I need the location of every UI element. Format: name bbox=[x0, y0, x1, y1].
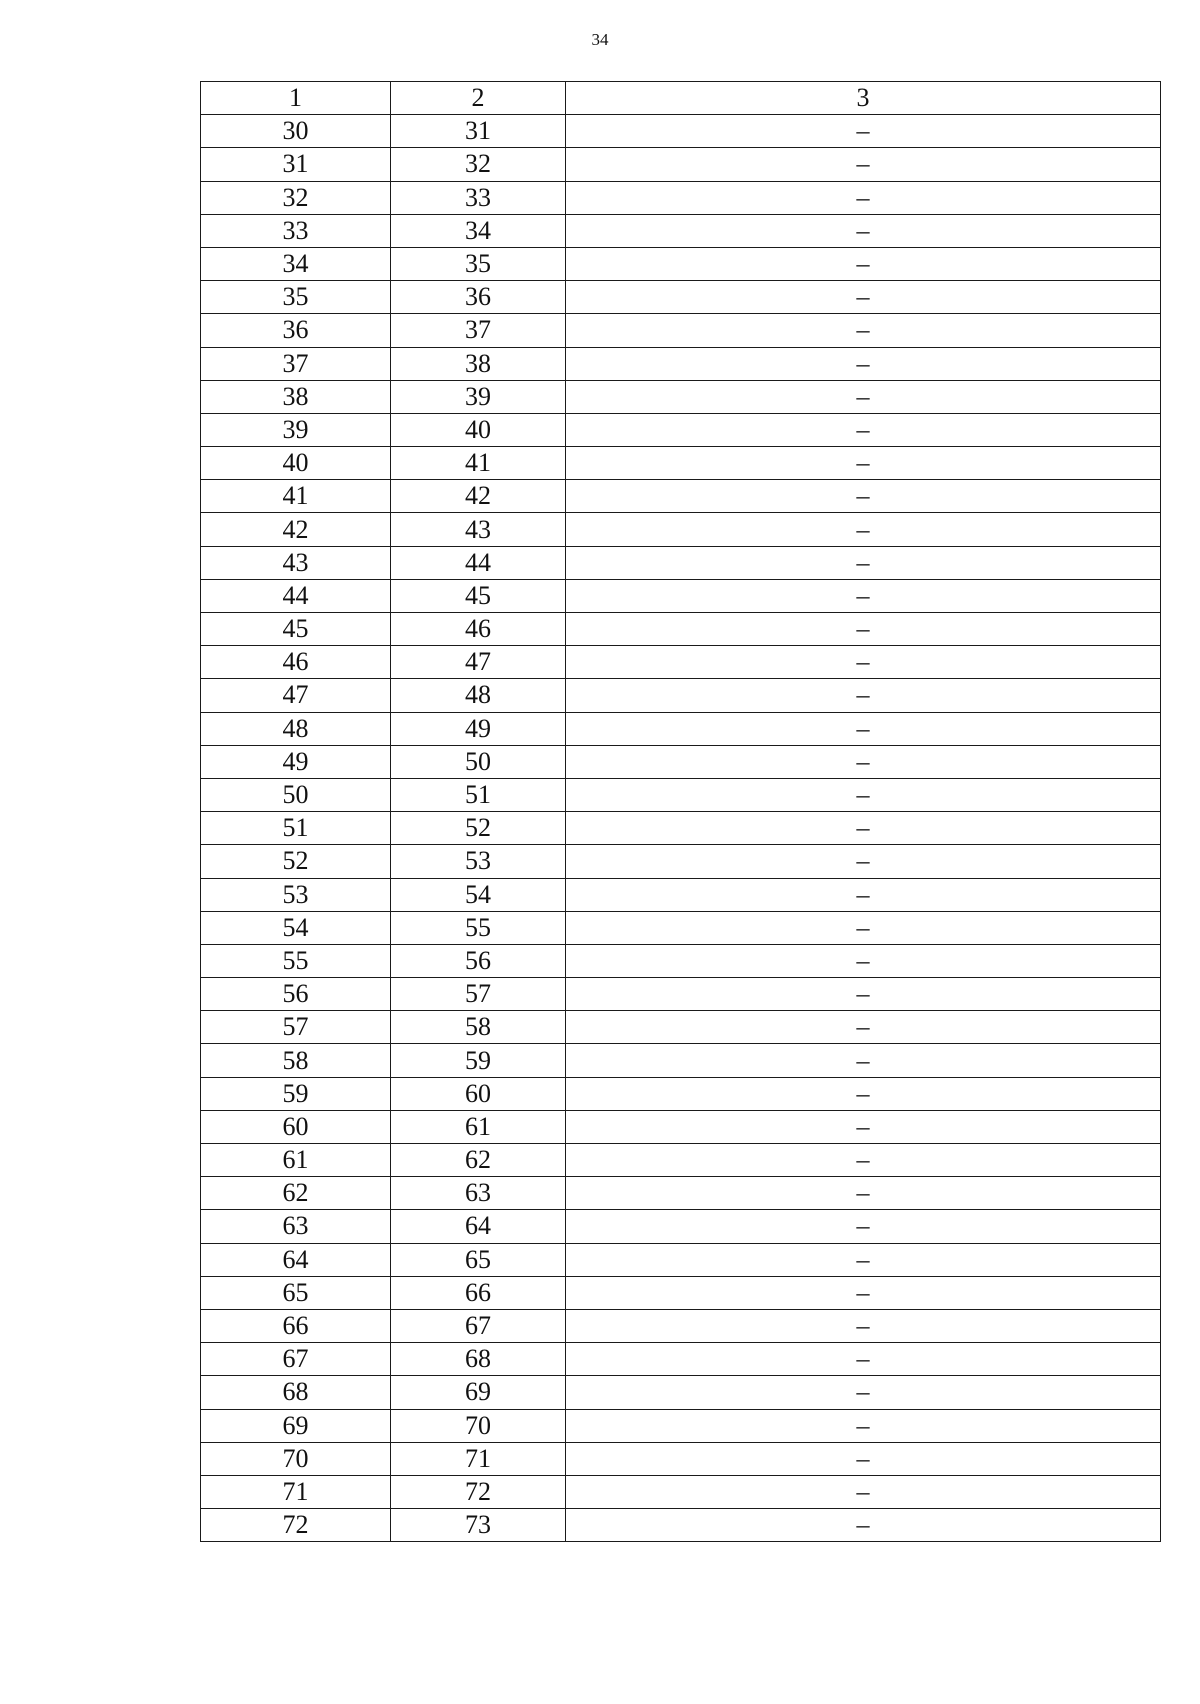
cell-col-3: – bbox=[566, 978, 1161, 1011]
cell-col-1: 62 bbox=[201, 1177, 391, 1210]
cell-col-3: – bbox=[566, 214, 1161, 247]
cell-col-2: 34 bbox=[391, 214, 566, 247]
cell-col-2: 66 bbox=[391, 1276, 566, 1309]
cell-col-3: – bbox=[566, 1343, 1161, 1376]
table-row bbox=[201, 646, 1161, 679]
cell-col-1: 71 bbox=[201, 1475, 391, 1508]
table-row bbox=[201, 1077, 1161, 1110]
cell-col-2: 42 bbox=[391, 480, 566, 513]
cell-col-3: – bbox=[566, 380, 1161, 413]
table-row bbox=[201, 1442, 1161, 1475]
table-body bbox=[201, 82, 1161, 1542]
cell-col-2: 49 bbox=[391, 712, 566, 745]
cell-col-1: 41 bbox=[201, 480, 391, 513]
cell-col-2: 44 bbox=[391, 546, 566, 579]
table-row bbox=[201, 1177, 1161, 1210]
table-row bbox=[201, 978, 1161, 1011]
cell-col-1: 57 bbox=[201, 1011, 391, 1044]
table-row bbox=[201, 1343, 1161, 1376]
cell-col-2: 41 bbox=[391, 447, 566, 480]
cell-col-3: – bbox=[566, 944, 1161, 977]
cell-col-1: 66 bbox=[201, 1309, 391, 1342]
table-row bbox=[201, 845, 1161, 878]
cell-col-3: – bbox=[566, 247, 1161, 280]
cell-col-3: – bbox=[566, 1243, 1161, 1276]
cell-col-2: 59 bbox=[391, 1044, 566, 1077]
cell-col-2: 40 bbox=[391, 413, 566, 446]
table-row bbox=[201, 1276, 1161, 1309]
cell-col-1: 61 bbox=[201, 1144, 391, 1177]
table-row bbox=[201, 778, 1161, 811]
cell-col-1: 68 bbox=[201, 1376, 391, 1409]
cell-col-3: – bbox=[566, 347, 1161, 380]
cell-col-2: 57 bbox=[391, 978, 566, 1011]
data-table bbox=[200, 81, 1161, 1542]
cell-col-3: – bbox=[566, 447, 1161, 480]
cell-col-1: 38 bbox=[201, 380, 391, 413]
cell-col-2: 65 bbox=[391, 1243, 566, 1276]
table-row bbox=[201, 314, 1161, 347]
cell-col-2: 70 bbox=[391, 1409, 566, 1442]
table-row bbox=[201, 546, 1161, 579]
cell-col-1: 45 bbox=[201, 613, 391, 646]
cell-col-2: 36 bbox=[391, 281, 566, 314]
table-row bbox=[201, 1409, 1161, 1442]
cell-col-1: 49 bbox=[201, 745, 391, 778]
cell-col-3: – bbox=[566, 1276, 1161, 1309]
cell-col-1: 40 bbox=[201, 447, 391, 480]
cell-col-1: 31 bbox=[201, 148, 391, 181]
cell-col-1: 30 bbox=[201, 115, 391, 148]
table-row bbox=[201, 181, 1161, 214]
cell-col-3: – bbox=[566, 513, 1161, 546]
cell-col-1: 36 bbox=[201, 314, 391, 347]
table-row bbox=[201, 480, 1161, 513]
cell-col-1: 50 bbox=[201, 778, 391, 811]
cell-col-3: – bbox=[566, 181, 1161, 214]
cell-col-3: – bbox=[566, 878, 1161, 911]
cell-col-3: – bbox=[566, 579, 1161, 612]
cell-col-1: 63 bbox=[201, 1210, 391, 1243]
cell-col-2: 35 bbox=[391, 247, 566, 280]
cell-col-1: 58 bbox=[201, 1044, 391, 1077]
table-row bbox=[201, 1144, 1161, 1177]
cell-col-3: – bbox=[566, 546, 1161, 579]
cell-col-3: – bbox=[566, 1210, 1161, 1243]
cell-col-3: – bbox=[566, 1442, 1161, 1475]
table-row bbox=[201, 115, 1161, 148]
cell-col-2: 53 bbox=[391, 845, 566, 878]
table-row bbox=[201, 513, 1161, 546]
cell-col-1: 39 bbox=[201, 413, 391, 446]
cell-col-3: – bbox=[566, 778, 1161, 811]
cell-col-1: 44 bbox=[201, 579, 391, 612]
cell-col-2: 47 bbox=[391, 646, 566, 679]
cell-col-1: 51 bbox=[201, 812, 391, 845]
cell-col-3: – bbox=[566, 1110, 1161, 1143]
cell-col-3: – bbox=[566, 413, 1161, 446]
cell-col-2: 31 bbox=[391, 115, 566, 148]
cell-col-2: 61 bbox=[391, 1110, 566, 1143]
table-row bbox=[201, 413, 1161, 446]
cell-col-2: 58 bbox=[391, 1011, 566, 1044]
cell-col-3: – bbox=[566, 1144, 1161, 1177]
cell-col-2: 68 bbox=[391, 1343, 566, 1376]
cell-col-1: 32 bbox=[201, 181, 391, 214]
column-header-1: 1 bbox=[201, 82, 391, 115]
cell-col-1: 65 bbox=[201, 1276, 391, 1309]
table-row bbox=[201, 679, 1161, 712]
cell-col-1: 69 bbox=[201, 1409, 391, 1442]
table-row bbox=[201, 1475, 1161, 1508]
cell-col-1: 48 bbox=[201, 712, 391, 745]
cell-col-2: 38 bbox=[391, 347, 566, 380]
cell-col-2: 62 bbox=[391, 1144, 566, 1177]
page-number: 34 bbox=[591, 30, 609, 49]
table-row bbox=[201, 911, 1161, 944]
cell-col-2: 52 bbox=[391, 812, 566, 845]
cell-col-2: 45 bbox=[391, 579, 566, 612]
table-row bbox=[201, 1011, 1161, 1044]
cell-col-2: 55 bbox=[391, 911, 566, 944]
cell-col-3: – bbox=[566, 712, 1161, 745]
cell-col-1: 70 bbox=[201, 1442, 391, 1475]
cell-col-1: 56 bbox=[201, 978, 391, 1011]
cell-col-2: 39 bbox=[391, 380, 566, 413]
cell-col-3: – bbox=[566, 1509, 1161, 1542]
table-row bbox=[201, 380, 1161, 413]
cell-col-1: 55 bbox=[201, 944, 391, 977]
table-row bbox=[201, 1243, 1161, 1276]
cell-col-3: – bbox=[566, 1376, 1161, 1409]
cell-col-3: – bbox=[566, 1077, 1161, 1110]
cell-col-2: 71 bbox=[391, 1442, 566, 1475]
table-row bbox=[201, 281, 1161, 314]
table-row bbox=[201, 1376, 1161, 1409]
cell-col-3: – bbox=[566, 1309, 1161, 1342]
cell-col-2: 60 bbox=[391, 1077, 566, 1110]
table-row bbox=[201, 1044, 1161, 1077]
cell-col-3: – bbox=[566, 845, 1161, 878]
table-row bbox=[201, 447, 1161, 480]
cell-col-1: 60 bbox=[201, 1110, 391, 1143]
cell-col-1: 43 bbox=[201, 546, 391, 579]
table-row bbox=[201, 247, 1161, 280]
cell-col-1: 52 bbox=[201, 845, 391, 878]
cell-col-2: 50 bbox=[391, 745, 566, 778]
table-row bbox=[201, 1110, 1161, 1143]
cell-col-2: 67 bbox=[391, 1309, 566, 1342]
cell-col-3: – bbox=[566, 281, 1161, 314]
table-row bbox=[201, 214, 1161, 247]
cell-col-3: – bbox=[566, 115, 1161, 148]
cell-col-2: 54 bbox=[391, 878, 566, 911]
cell-col-3: – bbox=[566, 1177, 1161, 1210]
cell-col-3: – bbox=[566, 1475, 1161, 1508]
cell-col-1: 42 bbox=[201, 513, 391, 546]
cell-col-2: 69 bbox=[391, 1376, 566, 1409]
cell-col-1: 47 bbox=[201, 679, 391, 712]
cell-col-3: – bbox=[566, 812, 1161, 845]
table-row bbox=[201, 148, 1161, 181]
cell-col-1: 37 bbox=[201, 347, 391, 380]
table-row bbox=[201, 613, 1161, 646]
cell-col-3: – bbox=[566, 646, 1161, 679]
table-row bbox=[201, 579, 1161, 612]
cell-col-3: – bbox=[566, 613, 1161, 646]
cell-col-2: 64 bbox=[391, 1210, 566, 1243]
cell-col-1: 46 bbox=[201, 646, 391, 679]
cell-col-1: 59 bbox=[201, 1077, 391, 1110]
table-row bbox=[201, 745, 1161, 778]
cell-col-2: 48 bbox=[391, 679, 566, 712]
cell-col-2: 33 bbox=[391, 181, 566, 214]
cell-col-3: – bbox=[566, 911, 1161, 944]
cell-col-2: 43 bbox=[391, 513, 566, 546]
cell-col-3: – bbox=[566, 1011, 1161, 1044]
table-row bbox=[201, 812, 1161, 845]
cell-col-2: 37 bbox=[391, 314, 566, 347]
column-header-2: 2 bbox=[391, 82, 566, 115]
table-row bbox=[201, 878, 1161, 911]
cell-col-2: 51 bbox=[391, 778, 566, 811]
cell-col-1: 67 bbox=[201, 1343, 391, 1376]
cell-col-1: 54 bbox=[201, 911, 391, 944]
cell-col-1: 33 bbox=[201, 214, 391, 247]
table-row bbox=[201, 347, 1161, 380]
cell-col-3: – bbox=[566, 314, 1161, 347]
cell-col-1: 35 bbox=[201, 281, 391, 314]
cell-col-2: 63 bbox=[391, 1177, 566, 1210]
cell-col-3: – bbox=[566, 679, 1161, 712]
table-row bbox=[201, 1509, 1161, 1542]
column-header-3: 3 bbox=[566, 82, 1161, 115]
cell-col-1: 64 bbox=[201, 1243, 391, 1276]
cell-col-2: 72 bbox=[391, 1475, 566, 1508]
table-header-row bbox=[201, 82, 1161, 115]
cell-col-3: – bbox=[566, 480, 1161, 513]
cell-col-2: 56 bbox=[391, 944, 566, 977]
table-row bbox=[201, 944, 1161, 977]
cell-col-1: 72 bbox=[201, 1509, 391, 1542]
cell-col-3: – bbox=[566, 148, 1161, 181]
cell-col-3: – bbox=[566, 1044, 1161, 1077]
table-row bbox=[201, 712, 1161, 745]
cell-col-2: 73 bbox=[391, 1509, 566, 1542]
table-row bbox=[201, 1309, 1161, 1342]
cell-col-2: 46 bbox=[391, 613, 566, 646]
table-row bbox=[201, 1210, 1161, 1243]
cell-col-1: 53 bbox=[201, 878, 391, 911]
cell-col-2: 32 bbox=[391, 148, 566, 181]
cell-col-1: 34 bbox=[201, 247, 391, 280]
cell-col-3: – bbox=[566, 1409, 1161, 1442]
cell-col-3: – bbox=[566, 745, 1161, 778]
